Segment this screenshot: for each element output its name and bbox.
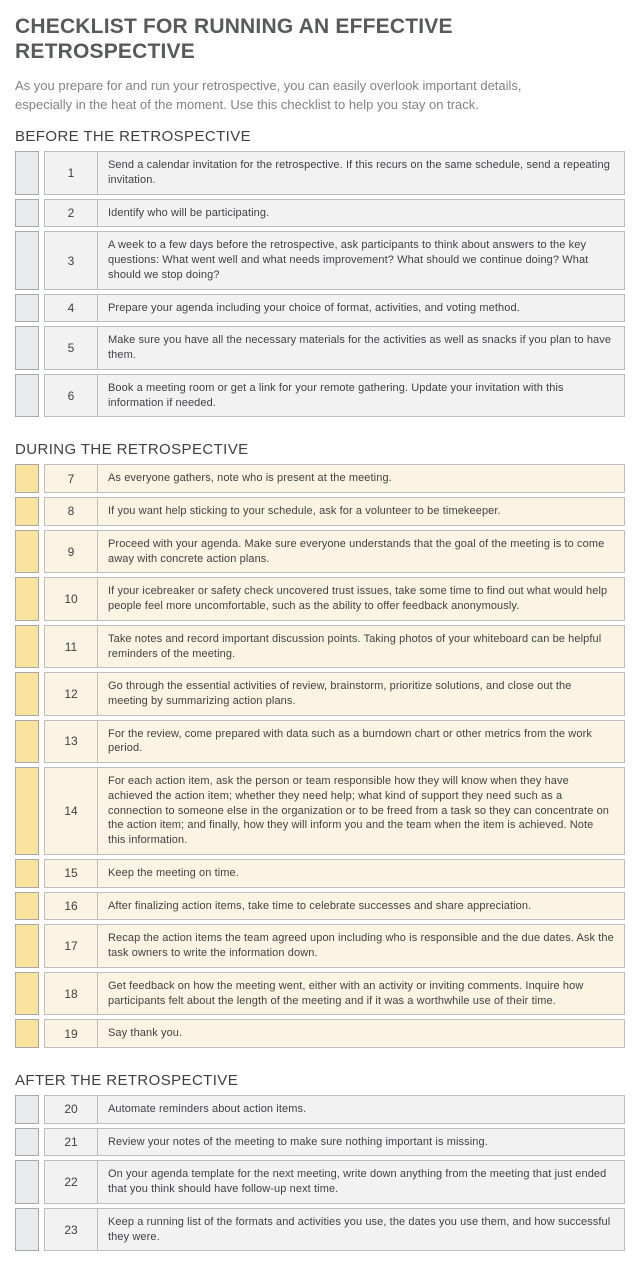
item-text: If your icebreaker or safety check uncovered trust issues, take some time to find out what would help people feel more uncomfortable, such as the ability to offer feedback anonymously. [108, 585, 608, 613]
item-number: 7 [45, 465, 98, 492]
item-number: 8 [45, 498, 98, 525]
checkbox-cell[interactable] [15, 1019, 39, 1048]
item-number: 20 [45, 1096, 98, 1123]
row-body [44, 672, 625, 715]
item-text: On your agenda template for the next meeting, write down anything from the meeting that just ended that you think should have follow-up next time. [108, 1168, 607, 1196]
item-number: 23 [45, 1209, 98, 1250]
item-number: 13 [45, 721, 98, 762]
checklist-row [15, 151, 625, 194]
checkbox-cell[interactable] [15, 199, 39, 228]
row-body [44, 892, 625, 921]
row-body [44, 199, 625, 228]
item-text: Identify who will be participating. [108, 206, 270, 219]
row-body [44, 577, 625, 620]
row-body [44, 625, 625, 668]
item-text: For each action item, ask the person or team responsible how they will know when they have achieved the action item; whether they need help; what kind of support they need such as a connection to someone else in the organization or to be freed from a task so they can concentrate on the action item; and finally, how they will inform you and the team when the item is achieved. Note this information. [108, 775, 610, 847]
row-body [44, 972, 625, 1015]
item-number: 4 [45, 295, 98, 322]
intro-paragraph: As you prepare for and run your retrospective, you can easily overlook important details, especially in the heat of the moment. Use this checklist to help you stay on track. [15, 78, 522, 112]
checklist-row [15, 374, 625, 417]
checklist-row [15, 625, 625, 668]
item-number: 14 [45, 768, 98, 854]
item-number: 19 [45, 1020, 98, 1047]
item-text: Proceed with your agenda. Make sure everyone understands that the goal of the meeting is to come away with concrete action plans. [108, 537, 605, 565]
item-number: 1 [45, 152, 98, 193]
item-text: Automate reminders about action items. [108, 1102, 307, 1115]
checklist-row [15, 972, 625, 1015]
section-after [15, 1072, 625, 1251]
checklist-row [15, 497, 625, 526]
checklist-row [15, 1128, 625, 1157]
checkbox-cell[interactable] [15, 859, 39, 888]
section-before [15, 128, 625, 417]
checkbox-cell[interactable] [15, 672, 39, 715]
item-text: A week to a few days before the retrospective, ask participants to think about answers to the key questions: What went well and what needs improvement? What should we continue doing? What should we stop doing? [108, 239, 589, 281]
item-number: 12 [45, 673, 98, 714]
row-body [44, 859, 625, 888]
checkbox-cell[interactable] [15, 1095, 39, 1124]
checklist-row [15, 231, 625, 289]
checkbox-cell[interactable] [15, 924, 39, 967]
checkbox-cell[interactable] [15, 892, 39, 921]
row-body [44, 464, 625, 493]
item-number: 3 [45, 232, 98, 288]
checklist-row [15, 326, 625, 369]
checklist-table-before [15, 151, 625, 417]
item-text: If you want help sticking to your schedule, ask for a volunteer to be timekeeper. [108, 505, 501, 518]
item-text: Go through the essential activities of review, brainstorm, prioritize solutions, and close out the meeting by summarizing action plans. [108, 680, 572, 707]
row-body [44, 151, 625, 194]
checkbox-cell[interactable] [15, 720, 39, 763]
item-number: 21 [45, 1129, 98, 1156]
row-body [44, 326, 625, 369]
item-number: 18 [45, 973, 98, 1014]
item-number: 11 [45, 626, 98, 667]
checklist-row [15, 1208, 625, 1251]
row-body [44, 1160, 625, 1203]
checklist-row [15, 720, 625, 763]
checkbox-cell[interactable] [15, 767, 39, 855]
checklist-row [15, 530, 625, 573]
item-number: 9 [45, 531, 98, 572]
item-text: Make sure you have all the necessary materials for the activities as well as snacks if you plan to have them. [108, 334, 612, 362]
checklist-row [15, 1019, 625, 1048]
checklist-row [15, 672, 625, 715]
checkbox-cell[interactable] [15, 1160, 39, 1203]
checklist-row [15, 767, 625, 855]
item-text: Get feedback on how the meeting went, either with an activity or inviting comments. Inquire how participants felt about the length of the meeting and if it was a worthwhile use of their time. [108, 979, 584, 1007]
item-number: 2 [45, 200, 98, 227]
row-body [44, 1128, 625, 1157]
section-during [15, 441, 625, 1048]
item-text: Take notes and record important discussion points. Taking photos of your whiteboard can be helpful reminders of the meeting. [108, 632, 602, 660]
row-body [44, 767, 625, 855]
checkbox-cell[interactable] [15, 464, 39, 493]
row-body [44, 720, 625, 763]
item-number: 10 [45, 578, 98, 619]
item-number: 5 [45, 327, 98, 368]
checkbox-cell[interactable] [15, 294, 39, 323]
checkbox-cell[interactable] [15, 972, 39, 1015]
row-body [44, 924, 625, 967]
section-heading-before: BEFORE THE RETROSPECTIVE [15, 128, 252, 146]
item-number: 17 [45, 925, 98, 966]
checkbox-cell[interactable] [15, 231, 39, 289]
checklist-row [15, 1095, 625, 1124]
checkbox-cell[interactable] [15, 497, 39, 526]
checkbox-cell[interactable] [15, 374, 39, 417]
checkbox-cell[interactable] [15, 577, 39, 620]
row-body [44, 374, 625, 417]
item-text: After finalizing action items, take time to celebrate successes and share appreciation. [108, 899, 532, 912]
row-body [44, 497, 625, 526]
item-text: Send a calendar invitation for the retrospective. If this recurs on the same schedule, send a repeating invitation. [108, 159, 610, 187]
item-text: Book a meeting room or get a link for your remote gathering. Update your invitation with this information if needed. [108, 381, 564, 409]
checklist-row [15, 199, 625, 228]
row-body [44, 1208, 625, 1251]
checklist-sections [15, 128, 625, 1251]
row-body [44, 294, 625, 323]
row-body [44, 1019, 625, 1048]
checklist-row [15, 464, 625, 493]
checkbox-cell[interactable] [15, 530, 39, 573]
checklist-row [15, 924, 625, 967]
item-number: 16 [45, 893, 98, 920]
checkbox-cell[interactable] [15, 326, 39, 369]
section-heading-after: AFTER THE RETROSPECTIVE [15, 1071, 239, 1089]
checkbox-cell[interactable] [15, 151, 39, 194]
checklist-table-after [15, 1095, 625, 1251]
item-text: As everyone gathers, note who is present at the meeting. [108, 472, 392, 485]
checklist-row [15, 294, 625, 323]
row-body [44, 530, 625, 573]
checklist-row [15, 892, 625, 921]
checkbox-cell[interactable] [15, 625, 39, 668]
item-text: Say thank you. [108, 1027, 183, 1040]
row-body [44, 1095, 625, 1124]
item-text: For the review, come prepared with data such as a burndown chart or other metrics from the work period. [108, 727, 592, 755]
item-text: Keep the meeting on time. [108, 866, 239, 879]
item-number: 15 [45, 860, 98, 887]
item-text: Review your notes of the meeting to make sure nothing important is missing. [108, 1135, 488, 1148]
item-text: Recap the action items the team agreed upon including who is responsible and the due dates. Ask the task owners to write the information down. [108, 932, 614, 960]
section-heading-during: DURING THE RETROSPECTIVE [15, 441, 249, 459]
checklist-row [15, 1160, 625, 1203]
item-number: 22 [45, 1161, 98, 1202]
item-text: Prepare your agenda including your choice of format, activities, and voting method. [108, 301, 520, 314]
checkbox-cell[interactable] [15, 1208, 39, 1251]
checklist-row [15, 859, 625, 888]
item-text: Keep a running list of the formats and activities you use, the dates you use them, and how successful they were. [108, 1215, 611, 1243]
row-body [44, 231, 625, 289]
checklist-table-during [15, 464, 625, 1048]
item-number: 6 [45, 375, 98, 416]
page-title: CHECKLIST FOR RUNNING AN EFFECTIVE RETROSPECTIVE [15, 15, 453, 64]
checkbox-cell[interactable] [15, 1128, 39, 1157]
checklist-row [15, 577, 625, 620]
